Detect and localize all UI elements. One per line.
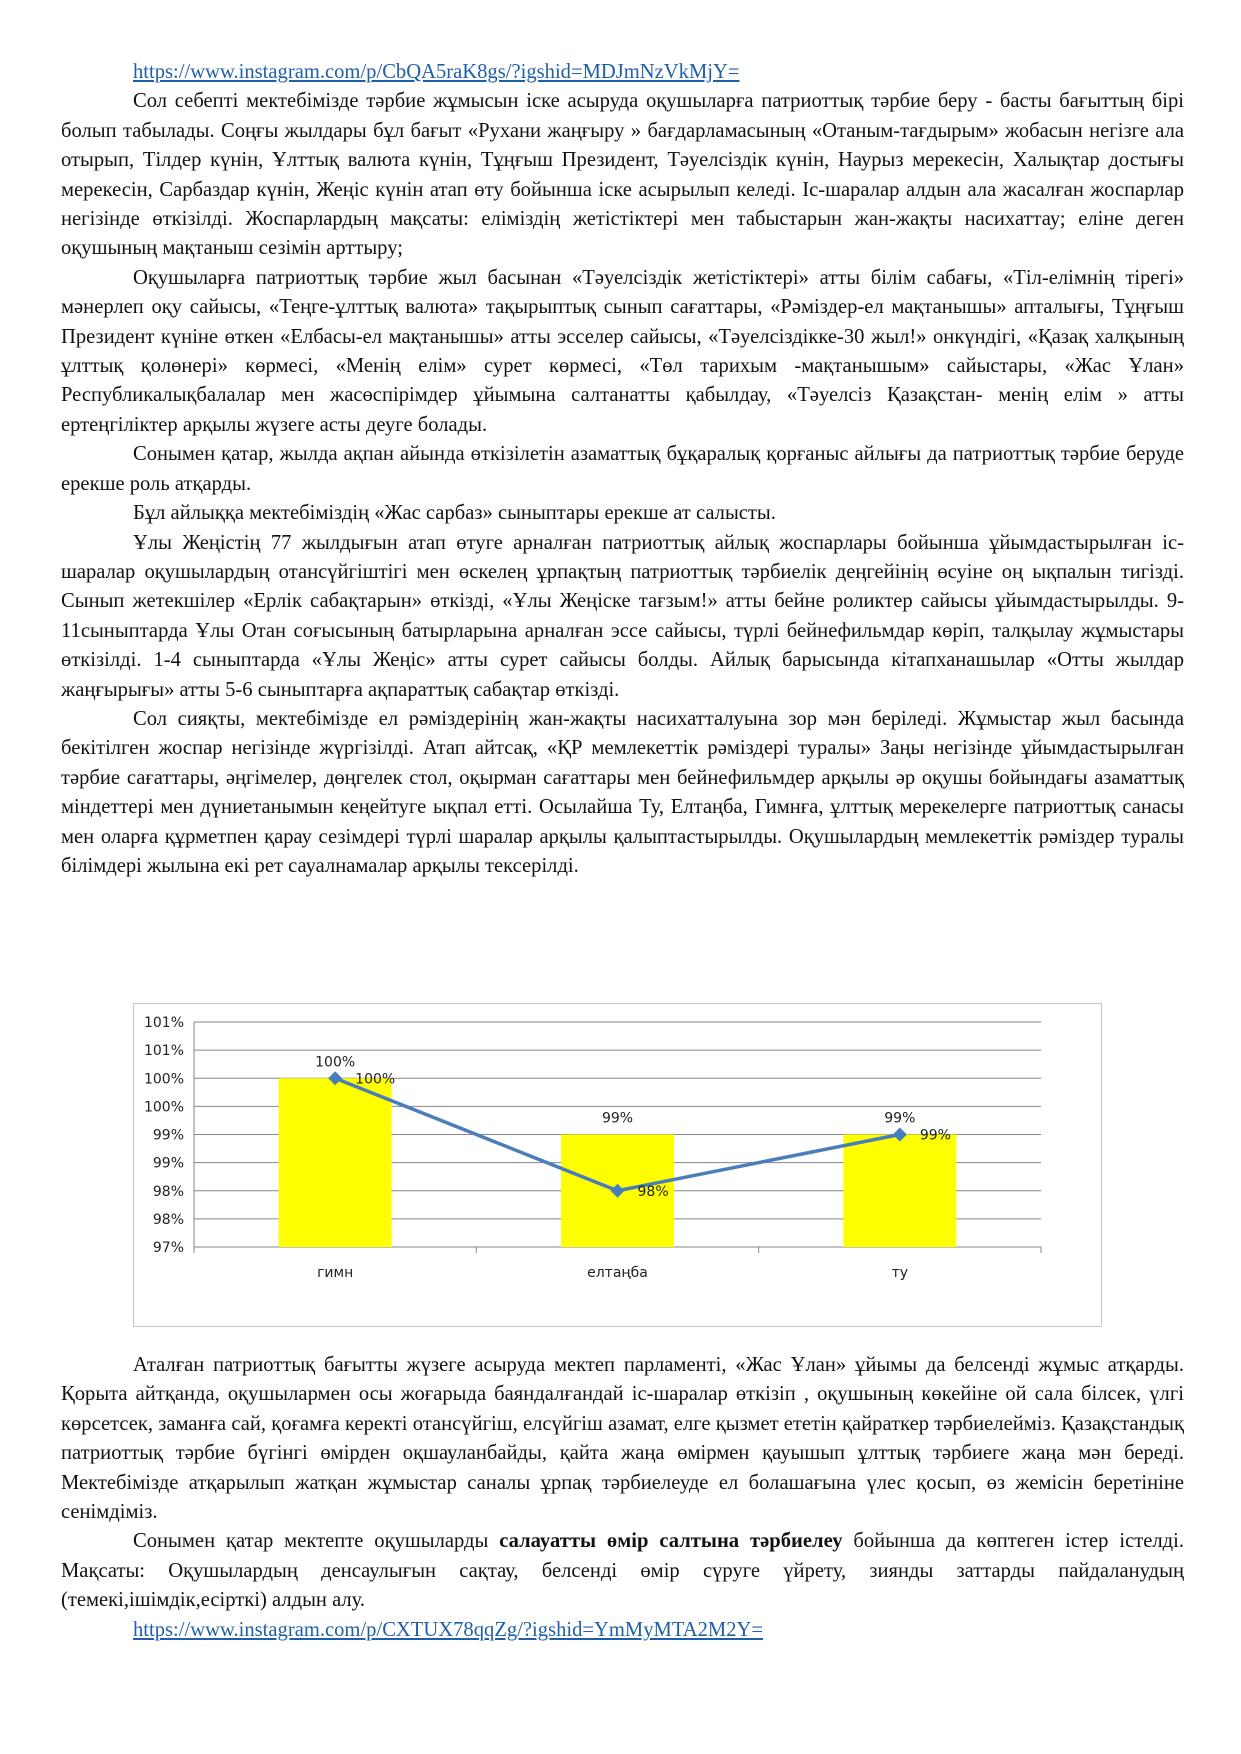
bar-data-label: 100% <box>315 1054 356 1071</box>
y-tick-label: 99% <box>152 1155 184 1172</box>
bar-data-label: 99% <box>884 1110 916 1127</box>
x-category-label: елтаңба <box>587 1265 648 1281</box>
paragraph-8-start: Сонымен қатар мектепте оқушыларды <box>133 1530 500 1553</box>
bar <box>279 1078 392 1247</box>
line-data-label: 100% <box>355 1071 396 1088</box>
paragraph-3: Сонымен қатар, жылда ақпан айында өткізілетін азаматтық бұқаралық қорғаныс айлығы да патриоттық тәрбие беруде ерекше роль атқарды. <box>61 443 1184 495</box>
top-link-line <box>61 58 1184 87</box>
y-tick-label: 100% <box>143 1099 184 1116</box>
line-data-label: 98% <box>637 1183 669 1200</box>
paragraph-8-end: бойынша да көптеген істер істелді. Мақсаты: Оқушылардың денсаулығын сақтау, белсенді өмір сүруге үйрету, зиянды заттарды пайдаланудың (темекі,ішімдік,есірткі) алдын алу. <box>61 1530 1184 1612</box>
paragraph-7: Аталған патриоттық бағытты жүзеге асыруда мектеп парламенті, «Жас Ұлан» ұйымы да белсенді жұмыс атқарды. Қорыта айтқанда, оқушылармен осы жоғарыда баяндалғандай іс-шаралар өткізіп , оқушының көкейіне ой сала білсек, үлгі көрсетсек, заманға сай, қоғамға керекті отансүйгіш, елсүйгіш азамат, елге қызмет ететін қайраткер тәрбиелейміз. Қазақстандық патриоттық тәрбие бүгінгі өмірден оқшауланбайды, қайта жаңа өмірмен қауышып ұлттық тәрбиеге жаңа мән береді. Мектебімізде атқарылып жатқан жұмыстар саналы ұрпақ тәрбиелеуде ел болашағына үлес қосып, өз жемісін беретініне сенімдіміз. <box>61 1354 1184 1524</box>
paragraph-4: Бұл айлыққа мектебіміздің «Жас сарбаз» сыныптары ерекше ат салысты. <box>133 502 776 525</box>
paragraph-6: Сол сияқты, мектебімізде ел рәміздерінің жан-жақты насихатталуына зор мән беріледі. Жұмыстар жыл басында бекітілген жоспар негізінде жүргізілді. Атап айтсақ, «ҚР мемлекеттік рәміздері туралы» Заңы негізінде ұйымдастырылған тәрбие сағаттары, әңгімелер, дөңгелек стол, оқырман сағаттары мен бейнефильмдер арқылы әр оқушы бойындағы азаматтық міндеттері мен дүниетанымын кеңейтуге ықпал етті. Осылайша Ту, Елтаңба, Гимнға, ұлттық мерекелерге патриоттық санасы мен оларға құрметпен қарау сезімдері түрлі шаралар арқылы қалыптастырылды. Оқушылардың мемлекеттік рәміздер туралы білімдері жылына екі рет сауалнамалар арқылы тексерілді. <box>61 707 1184 877</box>
instagram-link-bottom[interactable]: https://www.instagram.com/p/CXTUX78qqZg/?igshid=YmMyMTA2M2Y= <box>133 1618 764 1641</box>
y-tick-label: 101% <box>143 1043 184 1060</box>
paragraph-5: Ұлы Жеңістің 77 жылдығын атап өтуге арналған патриоттық айлық жоспарлары бойынша ұйымдастырылған іс-шаралар оқушылардың отансүйгіштігі мен өскелең ұрпақтың патриоттық тәрбиелік деңгейінің өсуіне оң ықпалын тигізді. Сынып жетекшілер «Ерлік сабақтарын» өткізді, «Ұлы Жеңіске тағзым!» атты бейне роликтер сайысы ұйымдастырылды. 9-11сыныптарда Ұлы Отан соғысының батырларына арналған эссе сайысы, түрлі бейнефильмдар көріп, талқылау жұмыстары өткізілді. 1-4 сыныптарда «Ұлы Жеңіс» атты сурет сайысы болды. Айлық барысында кітапханашылар «Отты жылдар жаңғырығы» атты 5-6 сыныптарға ақпараттық сабақтар өткізді. <box>61 531 1184 701</box>
paragraph-2: Оқушыларға патриоттық тәрбие жыл басынан «Тәуелсіздік жетістіктері» атты білім сабағы, «Тіл-елімнің тірегі» мәнерлеп оқу сайысы, «Теңге-ұлттық валюта» тақырыптық сынып сағаттары, «Рәміздер-ел мақтанышы» апталығы, Тұңғыш Президент күніне өткен «Елбасы-ел мақтанышы» атты эсселер сайысы, «Тәуелсіздікке-30 жыл!» онкүндігі, «Қазақ халқының ұлттық қолөнері» көрмесі, «Менің елім» сурет көрмесі, «Төл тарихым -мақтанышым» сайыстары, «Жас Ұлан» Республикалықбалалар мен жасөспірімдер ұйымына салтанатты қабылдау, «Тәуелсіз Қазақстан- менің елім » атты ертеңгіліктер арқылы жүзеге асты деуге болады. <box>61 266 1184 436</box>
x-category-label: гимн <box>317 1265 354 1281</box>
text-block-bottom <box>61 1351 1184 1645</box>
y-tick-label: 98% <box>152 1183 184 1200</box>
y-tick-label: 97% <box>152 1240 184 1256</box>
paragraph-1: Сол себепті мектебімізде тәрбие жұмысын іске асыруда оқушыларға патриоттық тәрбие беру - басты бағыттың бірі болып табылады. Соңғы жылдары бұл бағыт «Рухани жаңғыру » бағдарламасының «Отаным-тағдырым» жобасын негізге ала отырып, Тілдер күнін, Ұлттық валюта күнін, Тұңғыш Президент, Тәуелсіздік күнін, Наурыз мерекесін, Халықтар достығы мерекесін, Сарбаздар күнін, Жеңіс күнін атап өту бойынша іске асырылып келеді. Іс-шаралар алдын ала жасалған жоспарлар негізінде өткізілді. Жоспарлардың мақсаты: еліміздің жетістіктері мен табыстарын жан-жақты насихаттау; еліне деген оқушының мақтаныш сезімін арттыру; <box>61 90 1184 260</box>
bar <box>843 1135 956 1248</box>
y-tick-label: 99% <box>152 1127 184 1144</box>
y-tick-label: 98% <box>152 1211 184 1228</box>
bar-data-label: 99% <box>601 1110 634 1127</box>
text-block-top <box>61 58 1184 881</box>
paragraph-8 <box>61 1527 1184 1615</box>
y-tick-label: 100% <box>143 1071 184 1088</box>
paragraph-8-bold: салауатты өмір салтына тәрбиелеу <box>499 1530 843 1553</box>
line-data-label: 99% <box>919 1127 951 1144</box>
y-tick-label: 101% <box>143 1015 184 1031</box>
symbols-survey-chart <box>133 1003 1102 1327</box>
bottom-link-line <box>61 1616 1184 1645</box>
x-category-label: ту <box>891 1265 909 1281</box>
chart-svg <box>134 1004 1101 1326</box>
instagram-link-top[interactable]: https://www.instagram.com/p/CbQA5raK8gs/?igshid=MDJmNzVkMjY= <box>133 61 740 83</box>
